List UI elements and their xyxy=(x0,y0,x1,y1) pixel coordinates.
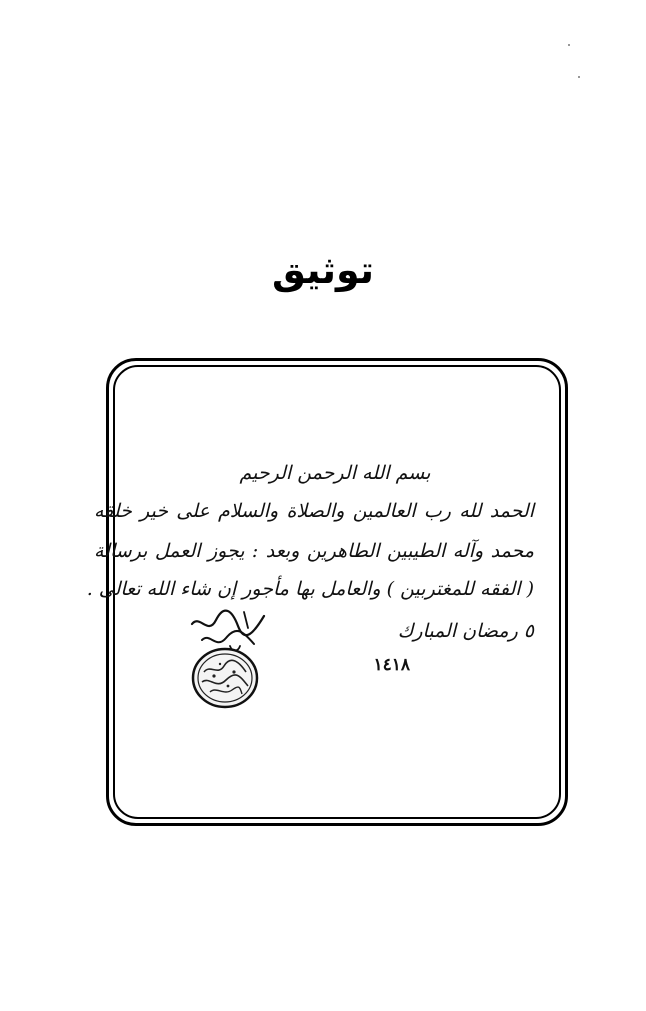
certificate-line-3: ( الفقه للمغتربين ) والعامل بها مأجور إن شاء الله تعالى . xyxy=(86,578,534,600)
certificate-date: ٥ رمضان المبارك xyxy=(397,620,534,642)
page-title: توثيق xyxy=(271,248,375,292)
scan-speck xyxy=(578,76,580,78)
certificate-basmala: بسم الله الرحمن الرحيم xyxy=(239,462,431,484)
official-seal xyxy=(190,646,260,710)
certificate-year: ١٤١٨ xyxy=(373,655,410,675)
certificate-line-1: الحمد لله رب العالمين والصلاة والسلام على خير خلقه xyxy=(94,500,534,522)
certificate-line-2: محمد وآله الطيبين الطاهرين وبعد : يجوز العمل برسالة xyxy=(94,540,534,562)
scan-speck xyxy=(568,44,570,46)
